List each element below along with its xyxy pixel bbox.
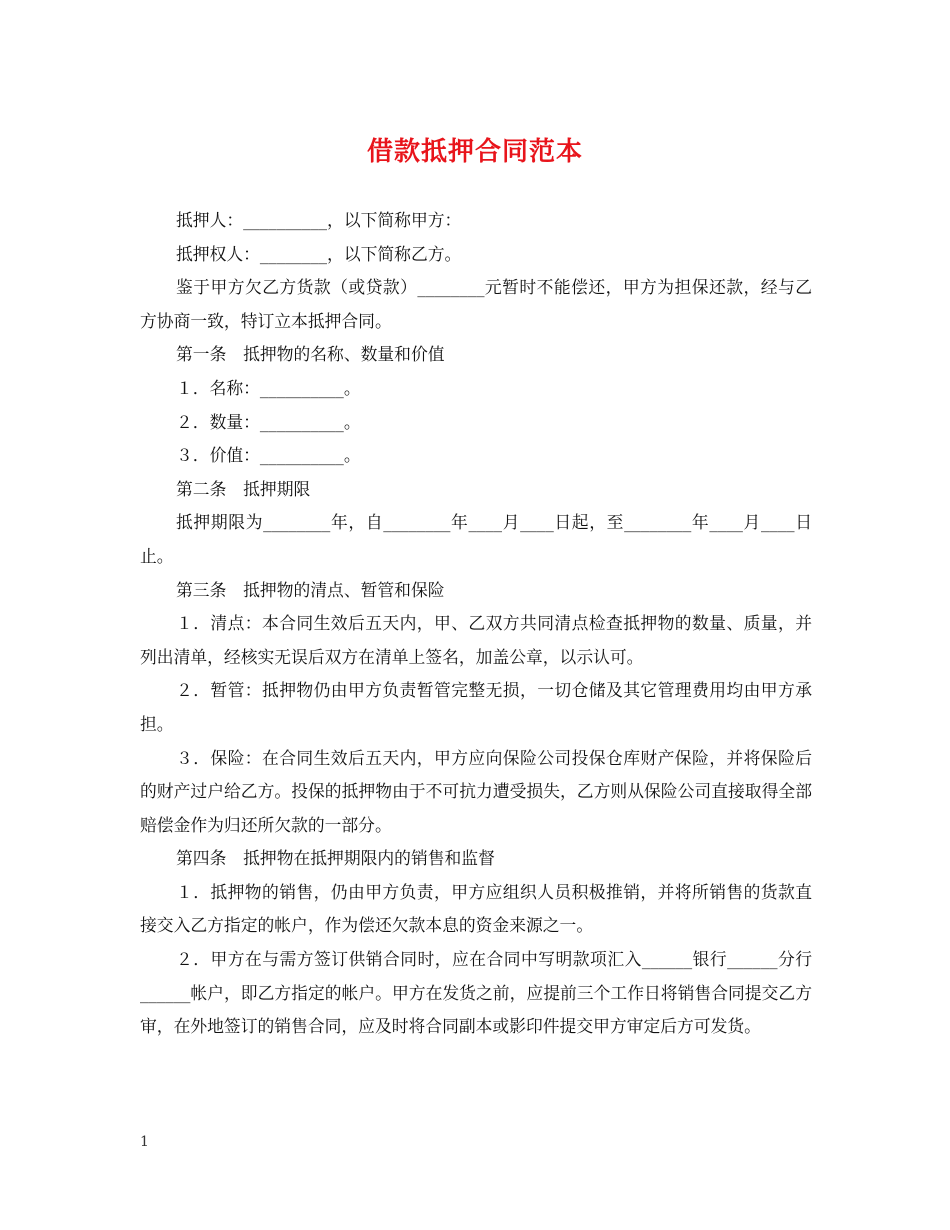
paragraph-preamble: 鉴于甲方欠乙方货款（或贷款）________元暂时不能偿还，甲方为担保还款，经与乙方协商一致，特订立本抵押合同。 bbox=[140, 277, 812, 331]
page-number: 1 bbox=[140, 1134, 149, 1150]
article-1-item-value: ３．价值：__________。 bbox=[176, 445, 361, 466]
article-4-item-contracts: ２．甲方在与需方签订供销合同时，应在合同中写明款项汇入______银行______分行______帐户，即乙方指定的帐户。甲方在发货之前，应提前三个工作日将销售合同提交乙方审，在外地签订的销售合同，应及时将合同副本或影印件提交甲方审定后方可发货。 bbox=[140, 949, 812, 1037]
article-1-heading: 第一条 抵押物的名称、数量和价值 bbox=[176, 344, 445, 365]
article-3-item-insurance: ３．保险：在合同生效后五天内，甲方应向保险公司投保仓库财产保险，并将保险后的财产过户给乙方。投保的抵押物由于不可抗力遭受损失，乙方则从保险公司直接取得全部赔偿金作为归还所欠款的一部分。 bbox=[140, 747, 812, 835]
article-1-item-quantity: ２．数量：__________。 bbox=[176, 411, 361, 432]
article-4-heading: 第四条 抵押物在抵押期限内的销售和监督 bbox=[176, 848, 495, 869]
paragraph-mortgagor: 抵押人：__________，以下简称甲方： bbox=[176, 210, 462, 230]
document-body bbox=[140, 204, 812, 1044]
paragraph-mortgagee: 抵押权人：________，以下简称乙方。 bbox=[176, 243, 462, 264]
article-2-term: 抵押期限为________年，自________年____月____日起，至________年____月____日止。 bbox=[140, 512, 812, 566]
article-3-item-inventory: １．清点：本合同生效后五天内，甲、乙双方共同清点检查抵押物的数量、质量，并列出清单，经核实无误后双方在清单上签名，加盖公章，以示认可。 bbox=[140, 613, 812, 667]
document-title: 借款抵押合同范本 bbox=[366, 137, 583, 167]
article-3-heading: 第三条 抵押物的清点、暂管和保险 bbox=[176, 579, 445, 600]
article-4-item-sales: １．抵押物的销售，仍由甲方负责，甲方应组织人员积极推销，并将所销售的货款直接交入乙方指定的帐户，作为偿还欠款本息的资金来源之一。 bbox=[140, 881, 812, 936]
article-3-item-custody: ２．暂管：抵押物仍由甲方负责暂管完整无损，一切仓储及其它管理费用均由甲方承担。 bbox=[140, 680, 812, 734]
article-2-heading: 第二条 抵押期限 bbox=[176, 478, 311, 499]
article-1-item-name: １．名称：__________。 bbox=[176, 377, 361, 398]
